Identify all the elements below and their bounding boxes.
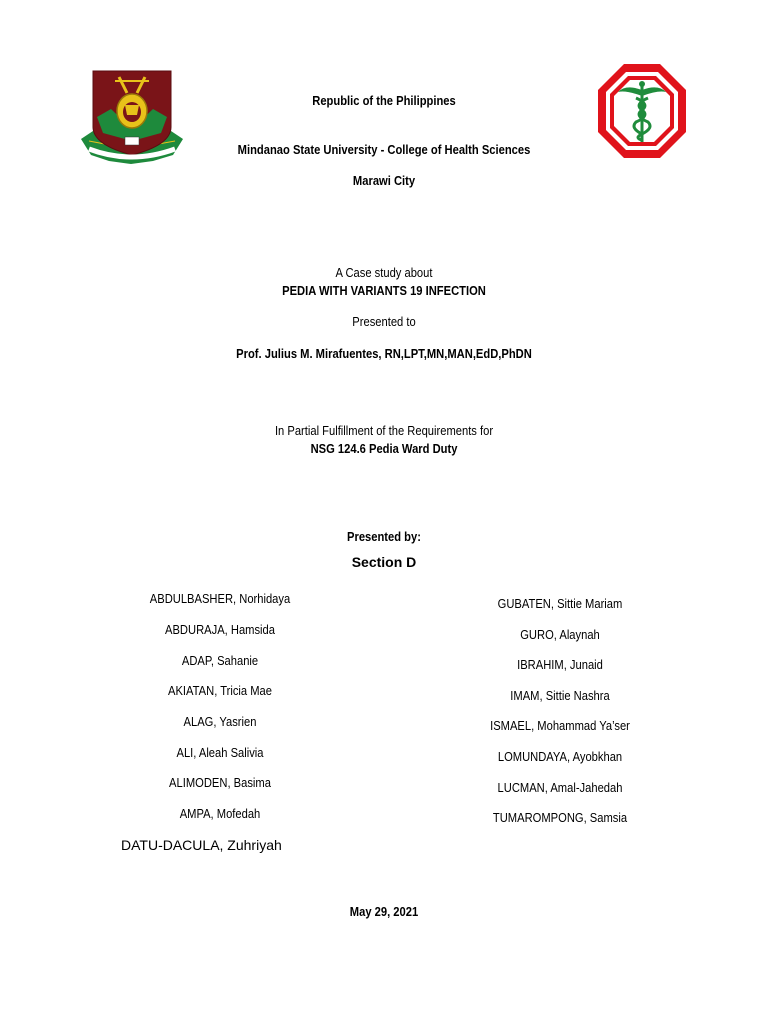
professor-name: Prof. Julius M. Mirafuentes, RN,LPT,MN,MAN,EdD,PhDN [236, 346, 532, 361]
student-name: ALIMODEN, Basima [169, 775, 271, 790]
course-name: NSG 124.6 Pedia Ward Duty [310, 441, 458, 456]
presented-by-label: Presented by: [347, 529, 421, 544]
presented-to-label: Presented to [352, 314, 416, 329]
student-name: ALAG, Yasrien [183, 714, 257, 729]
student-name: ISMAEL, Mohammad Ya’ser [490, 718, 630, 733]
student-name: ABDULBASHER, Norhidaya [149, 591, 291, 606]
student-name-extra: DATU-DACULA, Zuhriyah [121, 837, 282, 853]
student-name: ALI, Aleah Salivia [176, 745, 264, 760]
student-name: GURO, Alaynah [520, 627, 600, 642]
document-date: May 29, 2021 [349, 904, 419, 919]
republic-line: Republic of the Philippines [312, 93, 456, 108]
student-name: TUMAROMPONG, Samsia [492, 810, 628, 824]
section-label: Section D [351, 554, 417, 570]
student-name: ABDURAJA, Hamsida [165, 622, 275, 637]
student-name: IBRAHIM, Junaid [517, 657, 603, 672]
clipped-name-box [430, 810, 690, 824]
student-name: LOMUNDAYA, Ayobkhan [497, 749, 623, 764]
student-name: ADAP, Sahanie [181, 653, 259, 668]
case-study-intro: A Case study about [335, 265, 433, 280]
university-line: Mindanao State University - College of Health Sciences [237, 142, 531, 157]
student-name: LUCMAN, Amal-Jahedah [497, 780, 623, 795]
case-study-topic: PEDIA WITH VARIANTS 19 INFECTION [282, 283, 486, 298]
fulfillment-text: In Partial Fulfillment of the Requirements for [274, 423, 494, 438]
student-name: IMAM, Sittie Nashra [510, 688, 610, 703]
student-name: AKIATAN, Tricia Mae [168, 683, 272, 698]
student-name: GUBATEN, Sittie Mariam [497, 596, 623, 611]
city-line: Marawi City [352, 173, 416, 188]
student-name: AMPA, Mofedah [179, 806, 261, 821]
